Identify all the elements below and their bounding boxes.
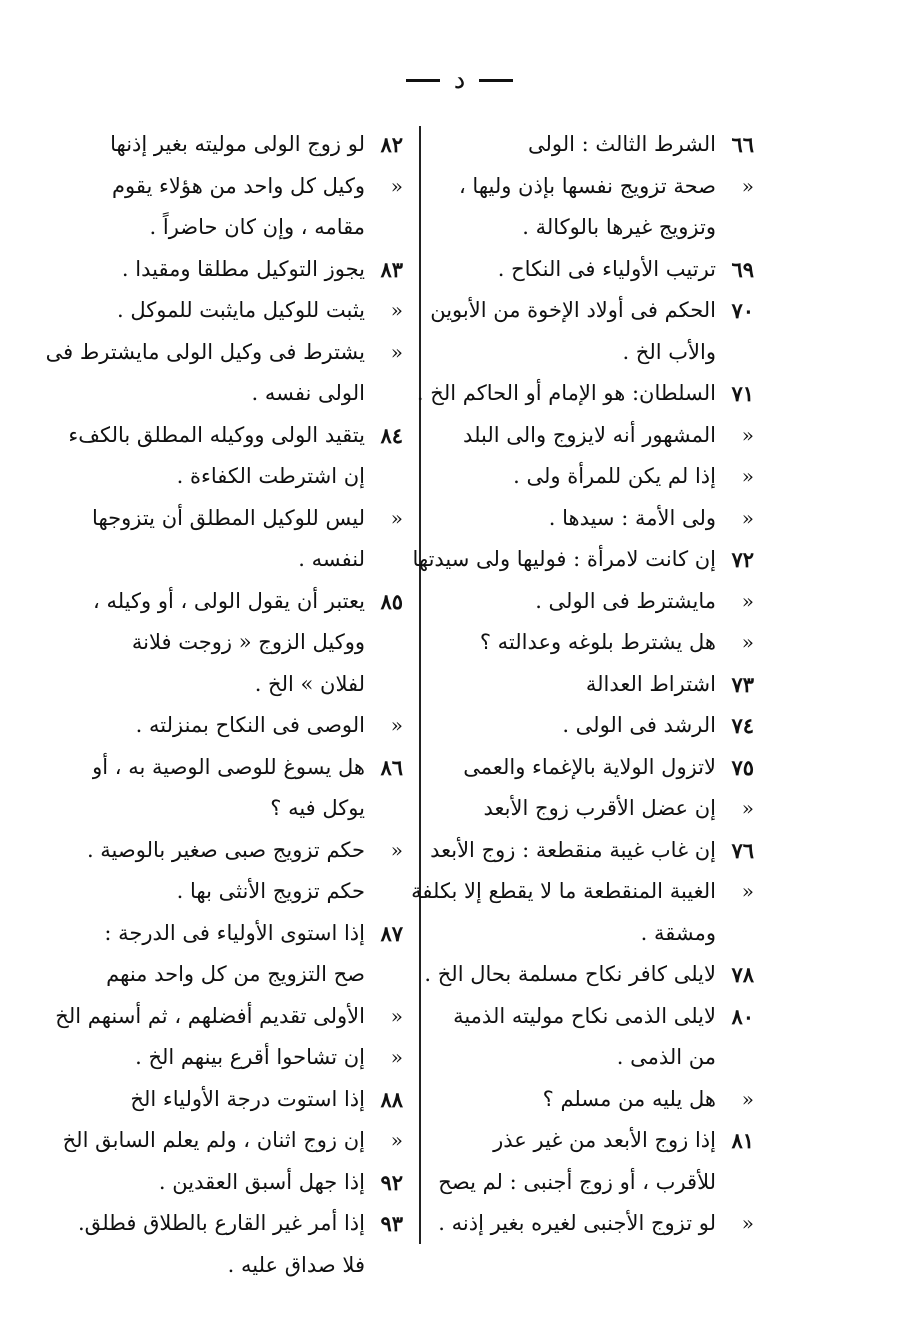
index-entry — [432, 1120, 754, 1203]
index-entry — [432, 830, 754, 872]
entry-text — [78, 1203, 365, 1286]
entry-text — [430, 290, 716, 373]
ditto-mark: « — [390, 298, 403, 322]
index-entry — [432, 1079, 754, 1121]
entry-text — [432, 996, 716, 1079]
page-reference: ٧٠ — [731, 298, 754, 323]
entry-line: مايشترط فى الولى . — [535, 588, 716, 613]
page-reference: ٨٧ — [380, 920, 403, 946]
page-reference: ٧٨ — [731, 962, 754, 987]
index-entry — [432, 747, 754, 789]
entry-text — [432, 1079, 716, 1121]
entry-line: حكم تزويج الأنثى بها . — [176, 879, 365, 903]
entry-text — [432, 581, 716, 623]
ditto-mark: « — [741, 630, 754, 654]
entry-text — [432, 1120, 716, 1203]
entry-text — [432, 415, 716, 457]
entry-line: ليس للوكيل المطلق أن يتزوجها — [92, 505, 365, 530]
index-entry — [412, 539, 754, 581]
index-entry — [432, 788, 754, 830]
index-entry — [93, 581, 403, 706]
entry-line: الأولى تقديم أفضلهم ، ثم أسنهم الخ — [55, 1003, 365, 1028]
entry-line: للأقرب ، أو زوج أجنبى : لم يصح — [438, 1169, 716, 1194]
entry-text — [411, 871, 716, 954]
ditto-mark: « — [390, 837, 403, 862]
entry-line: حكم تزويج صبى صغير بالوصية . — [86, 837, 365, 862]
index-entry — [62, 1120, 403, 1162]
index-entry — [96, 124, 403, 166]
entry-text — [96, 1037, 365, 1079]
entry-text — [412, 539, 716, 581]
header-dash-left — [406, 79, 440, 82]
entry-line: إن اشترطت الكفاءة . — [176, 464, 365, 488]
ditto-mark: « — [741, 422, 754, 447]
entry-line: ولى الأمة : سيدها . — [548, 505, 716, 530]
page-reference: ٨١ — [731, 1128, 754, 1153]
entry-line: لو تزوج الأجنبى لغيره بغير إذنه . — [438, 1211, 716, 1235]
index-entry — [432, 1203, 754, 1245]
page-reference: ٨٦ — [380, 754, 403, 780]
entry-text — [63, 1120, 365, 1162]
index-entry — [78, 1203, 403, 1286]
entry-line: إن كانت لامرأة : فوليها ولى سيدتها — [412, 547, 716, 571]
index-entry — [86, 830, 403, 913]
index-entry — [96, 290, 403, 332]
entry-line: هل يشترط بلوغه وعدالته ؟ — [479, 630, 716, 654]
entry-text — [87, 830, 365, 913]
index-entry — [96, 1079, 403, 1121]
entry-line: إن تشاحوا أقرع بينهم الخ . — [135, 1045, 365, 1069]
entry-text — [96, 1079, 365, 1121]
entry-text — [96, 290, 365, 332]
ditto-mark: « — [741, 173, 754, 198]
entry-text — [96, 249, 365, 291]
page-reference: ٨٨ — [380, 1086, 403, 1112]
entry-line: إن غاب غيبة منقطعة : زوج الأبعد — [430, 837, 716, 862]
ditto-mark: « — [741, 1211, 754, 1235]
ditto-mark: « — [390, 505, 403, 530]
entry-line: يثبت للوكيل مايثبت للموكل . — [117, 298, 365, 322]
index-entry — [96, 1037, 403, 1079]
entry-line: يعتبر أن يقول الولى ، أو وكيله ، — [93, 588, 365, 613]
entry-line: المشهور أنه لايزوج والى البلد — [463, 422, 716, 447]
index-entry — [432, 622, 754, 664]
entry-text — [430, 830, 716, 872]
entry-line: يتقيد الولى ووكيله المطلق بالكفء — [68, 422, 365, 447]
entry-line: إن عضل الأقرب زوج الأبعد — [483, 796, 716, 820]
index-entry — [432, 996, 754, 1079]
entry-text — [68, 415, 365, 498]
index-entry — [96, 249, 403, 291]
index-entry — [432, 124, 754, 166]
entry-line: إذا استوت درجة الأولياء الخ — [130, 1086, 365, 1111]
ditto-mark: « — [741, 588, 754, 613]
index-entry — [96, 705, 403, 747]
index-entry — [432, 249, 754, 291]
page-reference: ٨٠ — [731, 1003, 754, 1029]
entry-line: لنفسه . — [298, 547, 365, 571]
index-entry — [96, 166, 403, 249]
entry-text — [93, 581, 365, 706]
index-entry — [96, 913, 403, 996]
entry-line: مقامه ، وإن كان حاضراً . — [149, 215, 365, 239]
entry-text — [96, 124, 365, 166]
page-reference: ٨٤ — [380, 422, 403, 448]
entry-line: لو زوج الولى موليته بغير إذنها — [110, 132, 365, 156]
ditto-mark: « — [390, 173, 403, 198]
index-entry — [416, 373, 754, 415]
page-reference: ٨٥ — [380, 588, 403, 614]
entry-line: لاتزول الولاية بالإغماء والعمى — [463, 754, 716, 779]
entry-line: والأب الخ . — [622, 339, 716, 364]
entry-text — [432, 498, 716, 540]
entry-text — [432, 788, 716, 830]
entry-text — [432, 1203, 716, 1245]
entry-text — [432, 166, 716, 249]
entry-text — [424, 954, 716, 996]
entry-line: إذا جهل أسبق العقدين . — [158, 1169, 365, 1194]
entry-line: الغيبة المنقطعة ما لا يقطع إلا بكلفة — [411, 879, 716, 903]
entry-line: صح التزويج من كل واحد منهم — [106, 962, 365, 986]
page-reference: ٦٦ — [731, 132, 754, 157]
entry-line: ترتيب الأولياء فى النكاح . — [497, 256, 716, 281]
entry-text — [432, 705, 716, 747]
page-reference: ٧٢ — [731, 547, 754, 572]
index-entry — [432, 456, 754, 498]
entry-line: لايلى كافر نكاح مسلمة بحال الخ . — [424, 962, 716, 986]
entry-line: وتزويج غيرها بالوكالة . — [522, 215, 716, 239]
entry-line: إن زوج اثنان ، ولم يعلم السابق الخ — [62, 1128, 365, 1152]
entry-text — [96, 166, 365, 249]
entry-line: يجوز التوكيل مطلقا ومقيدا . — [121, 256, 365, 281]
entry-text — [96, 705, 365, 747]
entry-line: هل يسوغ للوصى الوصية به ، أو — [92, 754, 365, 779]
entry-line: إذا أمر غير القارع بالطلاق فطلق. — [78, 1211, 365, 1235]
entry-line: اشتراط العدالة — [585, 671, 716, 696]
entry-line: ومشقة . — [640, 920, 716, 945]
entry-line: الحكم فى أولاد الإخوة من الأبوين — [430, 298, 716, 322]
index-entry — [424, 954, 754, 996]
entry-line: الوصى فى النكاح بمنزلته . — [135, 713, 365, 737]
column-divider — [419, 126, 421, 1244]
ditto-mark: « — [390, 713, 403, 737]
entry-line: هل يليه من مسلم ؟ — [542, 1086, 716, 1111]
entry-line: الشرط الثالث : الولى — [527, 132, 716, 156]
entry-text — [432, 664, 716, 706]
index-entry — [45, 332, 403, 415]
ditto-mark: « — [741, 505, 754, 530]
index-entry — [432, 664, 754, 706]
ditto-mark: « — [390, 1045, 403, 1069]
index-entry — [92, 498, 403, 581]
entry-line: يشترط فى وكيل الولى مايشترط فى — [45, 339, 365, 364]
entry-text — [55, 996, 365, 1038]
entry-text — [432, 249, 716, 291]
index-entry — [432, 705, 754, 747]
header-dash-right — [479, 79, 513, 82]
entry-line: السلطان: هو الإمام أو الحاكم الخ . — [416, 381, 716, 405]
entry-text — [432, 124, 716, 166]
entry-text — [92, 747, 365, 830]
ditto-mark: « — [741, 879, 754, 903]
page-header — [0, 62, 919, 98]
index-entry — [432, 415, 754, 457]
page-reference: ٧٦ — [731, 837, 754, 863]
page-reference: ٧٣ — [731, 671, 754, 697]
entry-text — [92, 498, 365, 581]
page-reference: ٩٢ — [380, 1169, 403, 1195]
entry-line: الولى نفسه . — [251, 381, 365, 405]
page-reference: ٨٣ — [380, 256, 403, 282]
index-column-left — [45, 124, 403, 1286]
index-entry — [432, 290, 754, 373]
entry-line: لايلى الذمى نكاح موليته الذمية — [453, 1003, 716, 1028]
entry-line: ووكيل الزوج « زوجت فلانة — [131, 630, 365, 654]
page-reference: ٩٣ — [380, 1211, 403, 1236]
entry-text — [96, 1162, 365, 1204]
ditto-mark: « — [390, 1003, 403, 1028]
index-entry — [92, 747, 403, 830]
page-reference: ٧١ — [731, 381, 754, 406]
index-entry — [96, 1162, 403, 1204]
index-column-right — [411, 124, 754, 1245]
page-number: د — [453, 65, 466, 95]
entry-text — [96, 913, 365, 996]
entry-text — [46, 332, 365, 415]
ditto-mark: « — [741, 1086, 754, 1111]
entry-line: إذا استوى الأولياء فى الدرجة : — [104, 920, 365, 945]
ditto-mark: « — [741, 464, 754, 488]
index-entry — [432, 166, 754, 249]
entry-line: لفلان » الخ . — [254, 671, 365, 696]
index-entry — [68, 415, 403, 498]
ditto-mark: « — [390, 1128, 403, 1152]
index-entry — [411, 871, 754, 954]
entry-text — [432, 456, 716, 498]
ditto-mark: « — [390, 339, 403, 364]
entry-line: من الذمى . — [616, 1045, 716, 1069]
index-entry — [432, 498, 754, 540]
page-reference: ٦٩ — [731, 256, 754, 282]
index-entry — [55, 996, 403, 1038]
ditto-mark: « — [741, 796, 754, 820]
page-reference: ٨٢ — [380, 132, 403, 157]
page-reference: ٧٥ — [731, 754, 754, 780]
entry-line: صحة تزويج نفسها بإذن وليها ، — [458, 173, 716, 198]
entry-line: يوكل فيه ؟ — [270, 796, 365, 820]
entry-text — [417, 373, 716, 415]
page-reference: ٧٤ — [731, 713, 754, 738]
entry-line: فلا صداق عليه . — [227, 1252, 365, 1277]
entry-text — [432, 747, 716, 789]
entry-line: إذا لم يكن للمرأة ولى . — [513, 464, 716, 488]
index-entry — [432, 581, 754, 623]
entry-line: وكيل كل واحد من هؤلاء يقوم — [112, 173, 365, 198]
entry-text — [432, 622, 716, 664]
entry-line: إذا زوج الأبعد من غير عذر — [493, 1128, 716, 1152]
entry-line: الرشد فى الولى . — [562, 713, 716, 737]
